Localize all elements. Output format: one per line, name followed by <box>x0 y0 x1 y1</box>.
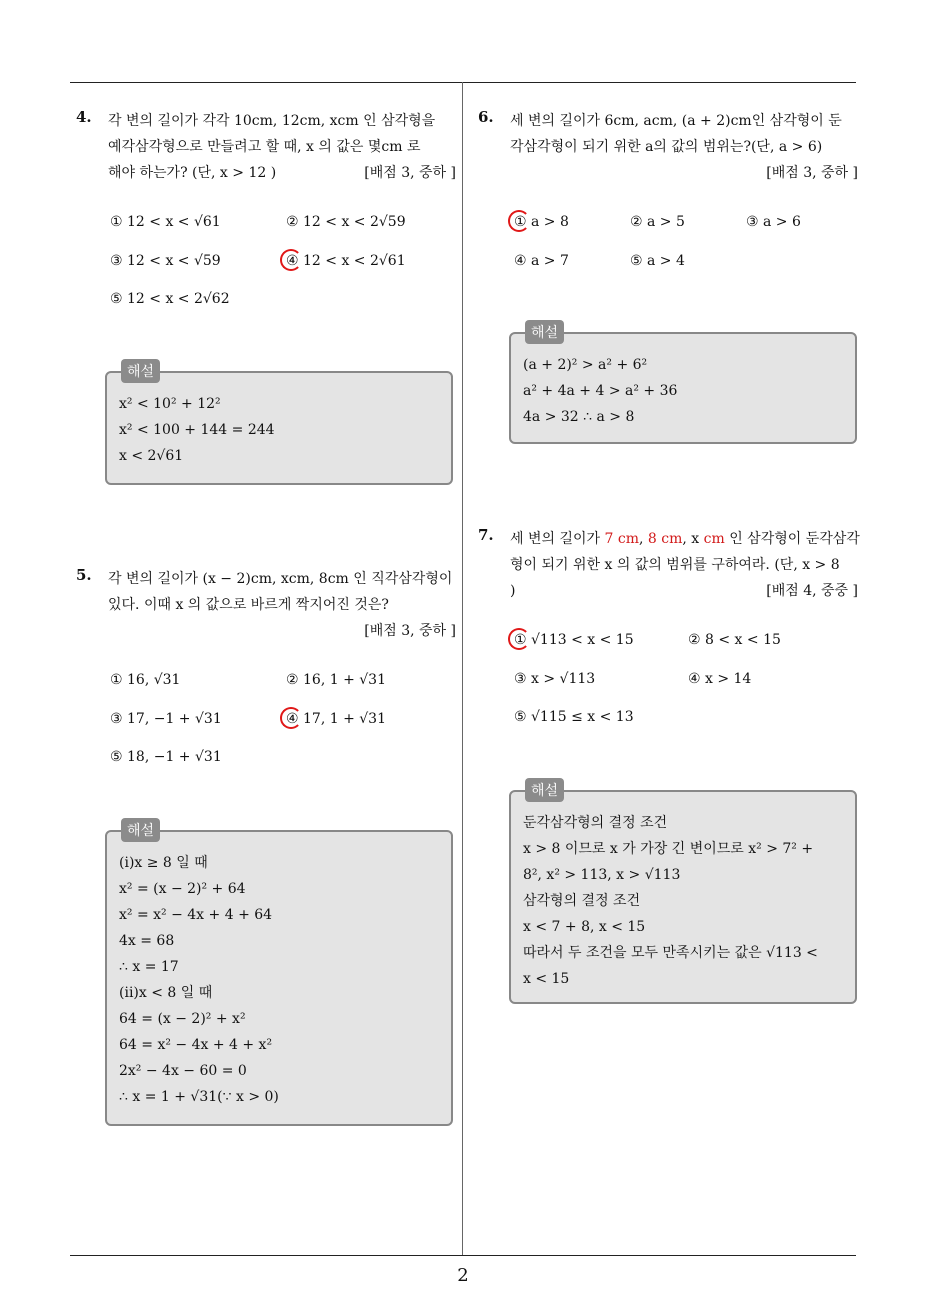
solution-line: 2x² − 4x − 60 = 0 <box>119 1063 247 1079</box>
solution-box-q5 <box>105 823 453 1126</box>
option-4-selected[interactable] <box>286 711 386 727</box>
solution-line: a² + 4a + 4 > a² + 36 <box>523 383 678 399</box>
option-2[interactable]: ② a > 5 <box>630 214 685 230</box>
page-number: 2 <box>457 1265 469 1286</box>
solution-line: 64 = x² − 4x + 4 + x² <box>119 1037 273 1053</box>
option-1-selected[interactable] <box>514 214 569 230</box>
question-line: 각 변의 길이가 (x − 2)cm, xcm, 8cm 인 직각삼각형이 <box>108 571 453 587</box>
top-rule <box>70 82 856 83</box>
solution-line: 따라서 두 조건을 모두 만족시키는 값은 √113 < <box>523 945 818 961</box>
score-label: [배점 4, 중중 ] <box>766 583 858 599</box>
solution-line: x² = x² − 4x + 4 + 64 <box>119 907 273 923</box>
solution-line: x < 2√61 <box>119 448 184 464</box>
solution-line: (i)x ≥ 8 일 때 <box>119 855 208 871</box>
question-text <box>510 108 858 186</box>
option-label: ① a > 8 <box>514 214 569 230</box>
question-text <box>108 108 456 186</box>
option-2[interactable]: ② 8 < x < 15 <box>688 632 781 648</box>
question-7 <box>478 526 858 736</box>
solution-box-q4 <box>105 364 453 485</box>
solution-line: x > 8 이므로 x 가 가장 긴 변이므로 x² > 7² + <box>523 841 814 857</box>
highlight-length: 7 cm <box>604 531 639 547</box>
option-4[interactable]: ④ x > 14 <box>688 671 752 687</box>
question-line: 형이 되기 위한 x 의 값의 범위를 구하여라. (단, x > 8 <box>510 557 840 573</box>
question-line: 예각삼각형으로 만들려고 할 때, x 의 값은 몇cm 로 <box>108 139 421 155</box>
option-5[interactable]: ⑤ √115 ≤ x < 13 <box>514 709 634 725</box>
solution-tab: 해설 <box>525 778 564 802</box>
solution-body <box>523 810 845 992</box>
question-line: 세 변의 길이가 7 cm, 8 cm, x cm 인 삼각형이 둔각삼각 <box>510 531 860 547</box>
solution-line: x² < 100 + 144 = 244 <box>119 422 275 438</box>
score-label: [배점 3, 중하 ] <box>364 623 456 639</box>
solution-line: x² = (x − 2)² + 64 <box>119 881 246 897</box>
question-number: 6. <box>478 108 494 126</box>
option-4-selected[interactable] <box>286 253 406 269</box>
bottom-rule <box>70 1255 856 1256</box>
solution-line: 둔각삼각형의 결정 조건 <box>523 815 668 831</box>
answer-circle-mark <box>280 249 302 271</box>
option-2[interactable]: ② 12 < x < 2√59 <box>286 214 406 230</box>
option-label: ④ 17, 1 + √31 <box>286 711 386 727</box>
question-line: 해야 하는가? (단, x > 12 ) <box>108 165 277 181</box>
option-5[interactable]: ⑤ 18, −1 + √31 <box>110 749 222 765</box>
solution-line: 4x = 68 <box>119 933 175 949</box>
question-line: 각삼각형이 되기 위한 a의 값의 범위는?(단, a > 6) <box>510 139 823 155</box>
option-4[interactable]: ④ a > 7 <box>514 253 569 269</box>
column-divider <box>462 82 463 1255</box>
option-label: ① √113 < x < 15 <box>514 632 634 648</box>
question-5 <box>76 566 456 786</box>
option-label: ④ 12 < x < 2√61 <box>286 253 406 269</box>
option-2[interactable]: ② 16, 1 + √31 <box>286 672 386 688</box>
option-1-selected[interactable] <box>514 632 634 648</box>
question-text <box>510 526 858 604</box>
question-line: ) <box>510 583 516 599</box>
option-3[interactable]: ③ a > 6 <box>746 214 801 230</box>
option-5[interactable]: ⑤ 12 < x < 2√62 <box>110 291 230 307</box>
score-label: [배점 3, 중하 ] <box>364 165 456 181</box>
option-1[interactable]: ① 16, √31 <box>110 672 181 688</box>
solution-box-q7 <box>509 783 857 1004</box>
option-1[interactable]: ① 12 < x < √61 <box>110 214 221 230</box>
option-3[interactable]: ③ x > √113 <box>514 671 596 687</box>
solution-line: x < 7 + 8, x < 15 <box>523 919 646 935</box>
solution-line: 8², x² > 113, x > √113 <box>523 867 681 883</box>
solution-body <box>523 352 845 430</box>
solution-line: ∴ x = 17 <box>119 959 179 975</box>
question-number: 7. <box>478 526 494 544</box>
solution-box-q6 <box>509 325 857 444</box>
question-number: 4. <box>76 108 92 126</box>
option-3[interactable]: ③ 12 < x < √59 <box>110 253 221 269</box>
solution-tab: 해설 <box>121 818 160 842</box>
solution-line: (a + 2)² > a² + 6² <box>523 357 648 373</box>
solution-body <box>119 391 441 469</box>
solution-line: 4a > 32 ∴ a > 8 <box>523 409 635 425</box>
solution-tab: 해설 <box>525 320 564 344</box>
option-3[interactable]: ③ 17, −1 + √31 <box>110 711 222 727</box>
solution-line: (ii)x < 8 일 때 <box>119 985 213 1001</box>
answer-circle-mark <box>280 707 302 729</box>
question-line: 각 변의 길이가 각각 10cm, 12cm, xcm 인 삼각형을 <box>108 113 436 129</box>
highlight-length: cm <box>703 531 725 547</box>
question-number: 5. <box>76 566 92 584</box>
question-line: 있다. 이때 x 의 값으로 바르게 짝지어진 것은? <box>108 597 389 613</box>
highlight-length: 8 cm <box>647 531 683 547</box>
solution-body <box>119 850 441 1110</box>
solution-tab: 해설 <box>121 359 160 383</box>
question-6 <box>478 108 858 288</box>
solution-line: ∴ x = 1 + √31(∵ x > 0) <box>119 1089 279 1105</box>
option-5[interactable]: ⑤ a > 4 <box>630 253 685 269</box>
question-line: 세 변의 길이가 6cm, acm, (a + 2)cm인 삼각형이 둔 <box>510 113 842 129</box>
answer-circle-mark <box>508 628 530 650</box>
solution-line: 64 = (x − 2)² + x² <box>119 1011 246 1027</box>
answer-circle-mark <box>508 210 530 232</box>
question-text <box>108 566 456 644</box>
solution-line: x² < 10² + 12² <box>119 396 221 412</box>
score-label: [배점 3, 중하 ] <box>766 165 858 181</box>
solution-line: 삼각형의 결정 조건 <box>523 893 641 909</box>
solution-line: x < 15 <box>523 971 570 987</box>
